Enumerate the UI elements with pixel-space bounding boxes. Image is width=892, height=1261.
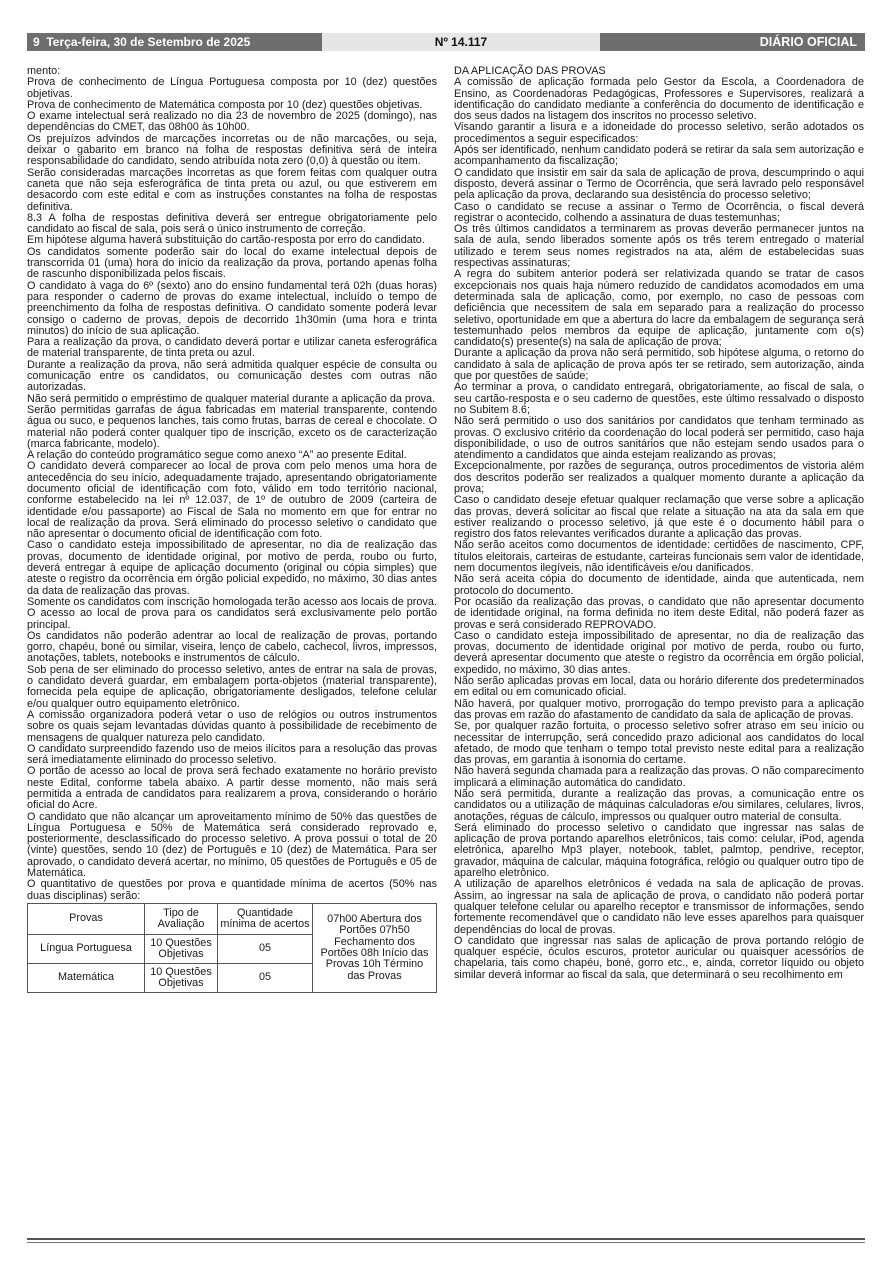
- paragraph: O candidato que insistir em sair da sala de aplicação de prova, descumprindo o aqui disposto, deverá assinar o Termo de Ocorrência, que será lavrado pelo responsável pela aplicação da prova, declarando sua desistência do processo seletivo;: [454, 166, 864, 202]
- issue-date: Terça-feira, 30 de Setembro de 2025: [46, 35, 251, 49]
- paragraph: Os candidatos não poderão adentrar ao local de realização de provas, portando gorro, chapéu, boné ou similar, viseira, lenço de cabelo, cachecol, livros, impressos, anotações, tablets, notebooks e instrumentos de cálculo.: [27, 629, 437, 665]
- footer-rule-thin: [27, 1242, 865, 1243]
- paragraph: O exame intelectual será realizado no dia 23 de novembro de 2025 (domingo), nas dependências do CMET, das 08h00 às 10h00.: [27, 110, 437, 134]
- paragraph: Caso o candidato se recuse a assinar o Termo de Ocorrência, o fiscal deverá registrar o acontecido, colhendo a assinatura de duas testemunhas;: [454, 200, 864, 224]
- paragraph: Os prejuízos advindos de marcações incorretas ou de não marcações, ou seja, deixar o gabarito em branco na folha de respostas definitiva será de inteira responsabilidade do candidato, sendo atribuída nota zero (0,0) à questão ou item.: [27, 132, 437, 168]
- table-cell: 10 Questões Objetivas: [145, 934, 218, 963]
- paragraph: A comissão organizadora poderá vetar o uso de relógios ou outros instrumentos sobre os quais sejam levantadas dúvidas quanto à possibilidade de recebimento de mensagens de qualquer natureza pelo candidato.: [27, 708, 437, 744]
- paragraph: Prova de conhecimento de Língua Portuguesa composta por 10 (dez) questões objetivas.: [27, 76, 437, 100]
- paragraph: O candidato que ingressar nas salas de aplicação de prova portando relógio de qualquer espécie, óculos escuros, protetor auricular ou quaisquer acessórios de chapelaria, tais como chapéu, boné, gorro etc., e, ainda, corretor líquido ou objeto similar deverá informar ao fiscal da sala, que determinará o seu recolhimento em: [454, 934, 864, 981]
- paragraph: Não serão aplicadas provas em local, data ou horário diferente dos predeterminados em edital ou em comunicado oficial.: [454, 675, 864, 699]
- paragraph: Em hipótese alguma haverá substituição do cartão-resposta por erro do candidato.: [27, 234, 425, 247]
- paragraph: O candidato surpreendido fazendo uso de meios ilícitos para a resolução das provas será imediatamente eliminado do processo seletivo.: [27, 742, 437, 767]
- page-header: [27, 33, 865, 51]
- right-column: [454, 66, 864, 981]
- paragraph: Após ser identificado, nenhum candidato poderá se retirar da sala sem autorização e acompanhamento da fiscalização;: [454, 144, 864, 168]
- paragraph: O candidato que não alcançar um aproveitamento mínimo de 50% das questões de Língua Portuguesa e 50% de Matemática será considerado reprovado e, posteriormente, desclassificado do processo seletivo. A prova possui o total de 20 (vinte) questões, sendo 10 (dez) de Português e 10 (dez) de Matemática. Para ser aprovado, o candidato deverá acertar, no mínimo, 05 questões de Português e 05 de Matemática.: [27, 810, 437, 880]
- footer-rule: [27, 1238, 865, 1240]
- publication-title: DIÁRIO OFICIAL: [600, 33, 865, 51]
- paragraph: O acesso ao local de prova para os candidatos será exclusivamente pelo portão principal.: [27, 607, 437, 631]
- paragraph: Se, por qualquer razão fortuita, o processo seletivo sofrer atraso em seu início ou necessitar de interrupção, será concedido prazo adicional aos candidatos do local afetado, de modo que tenham o tempo total previsto neste edital para a realização das provas, em garantia à isonomia do certame.: [454, 720, 864, 767]
- table-header-cell: Provas: [28, 903, 145, 934]
- paragraph: Não será permitido o uso dos sanitários por candidatos que tenham terminado as provas. O exclusivo critério da coordenação do local poderá ser permitido, caso haja disponibilidade, o uso de outros sanitários que não estejam sendo usados para o atendimento a candidatos que ainda estejam realizando as provas;: [454, 415, 864, 462]
- paragraph: Caso o candidato esteja impossibilitado de apresentar, no dia de realização das provas, documento de identidade original por motivo de perda, roubo ou furto, deverá apresentar documento que ateste o registro da ocorrência em órgão policial, expedido, no máximo, 30 dias antes.: [454, 629, 864, 676]
- paragraph: Ao terminar a prova, o candidato entregará, obrigatoriamente, ao fiscal de sala, o seu cartão-resposta e o seu caderno de questões, este último ressalvado o disposto no Subitem 8.6;: [454, 381, 864, 416]
- paragraph: Sob pena de ser eliminado do processo seletivo, antes de entrar na sala de provas, o candidato deverá guardar, em embalagem porta-objetos (material transparente), fornecida pela equipe de aplicação, obrigatoriamente desligados, telefone celular e/ou qualquer outro equipamento eletrônico.: [27, 663, 437, 710]
- paragraph: Por ocasião da realização das provas, o candidato que não apresentar documento de identidade original, na forma definida no item deste Edital, não poderá fazer as provas e será considerado REPROVADO.: [454, 595, 864, 631]
- paragraph: O candidato à vaga do 6º (sexto) ano do ensino fundamental terá 02h (duas horas) para responder o caderno de provas do exame intelectual, incluído o tempo de preenchimento da folha de respostas definitiva. O candidato somente poderá levar consigo o caderno de provas, depois de decorrido 1h30min (uma hora e trinta minutos) do início de sua aplicação.: [27, 279, 437, 337]
- paragraph: A relação do conteúdo programático segue como anexo “A” ao presente Edital.: [27, 449, 407, 462]
- paragraph: O portão de acesso ao local de prova será fechado exatamente no horário previsto neste Edital, conforme tabela abaixo. A partir desse momento, não mais será permitida a entrada de candidatos para realizarem a prova, considerando o horário oficial do Acre.: [27, 765, 437, 812]
- paragraph: Excepcionalmente, por razões de segurança, outros procedimentos de vistoria além dos descritos poderão ser realizados a qualquer momento durante a aplicação da prova;: [454, 460, 864, 495]
- table-cell: 10 Questões Objetivas: [145, 963, 218, 992]
- paragraph: Prova de conhecimento de Matemática composta por 10 (dez) questões objetivas.: [27, 98, 423, 111]
- table-header-row: [28, 903, 437, 934]
- paragraph: Não serão aceitos como documentos de identidade: certidões de nascimento, CPF, títulos eleitorais, carteiras de estudante, carteiras funcionais sem valor de identidade, nem documentos ilegíveis, não identificáveis e/ou danificados.: [454, 539, 864, 575]
- page-number: 9: [33, 35, 40, 49]
- paragraph: A regra do subitem anterior poderá ser relativizada quando se tratar de casos excepcionais nos quais haja número reduzido de candidatos acomodados em uma determinada sala de aplicação, como, por exemplo, no caso de pessoas com deficiência que necessitem de sala em separado para a realização do processo seletivo, oportunidade em que a abertura do lacre da embalagem de segurança será testemunhado pelos membros da equipe de aplicação, juntamente com o(s) candidato(s) presente(s) na sala de aplicação de prova;: [454, 268, 864, 349]
- table-header-cell: Tipo de Avaliação: [145, 903, 218, 934]
- paragraph: Somente os candidatos com inscrição homologada terão acesso aos locais de prova.: [27, 595, 437, 608]
- table-cell: Língua Portuguesa: [28, 934, 145, 963]
- paragraph: O quantitativo de questões por prova e quantidade mínima de acertos (50% nas duas disciplinas) serão:: [27, 878, 437, 902]
- table-cell: 05: [218, 934, 313, 963]
- table-cell: 05: [218, 963, 313, 992]
- paragraph: Durante a realização da prova, não será admitida qualquer espécie de consulta ou comunicação entre os candidatos, ou comunicação destes com outras não autorizadas.: [27, 358, 437, 394]
- paragraph: Os três últimos candidatos a terminarem as provas deverão permanecer juntos na sala de aula, sendo liberados somente após os três terem entregado o material utilizado e terem seus nomes registrados na ata, além de estabelecidas suas respectivas assinaturas;: [454, 223, 864, 270]
- paragraph: Durante a aplicação da prova não será permitido, sob hipótese alguma, o retorno do candidato à sala de aplicação de prova após ter se retirado, sem autorização, ainda que por questões de saúde;: [454, 347, 864, 383]
- paragraph: Não haverá segunda chamada para a realização das provas. O não comparecimento implicará a eliminação automática do candidato.: [454, 765, 864, 789]
- paragraph: Não haverá, por qualquer motivo, prorrogação do tempo previsto para a aplicação das provas em razão do afastamento de candidato da sala de aplicação de provas.: [454, 697, 864, 721]
- paragraph: A utilização de aparelhos eletrônicos é vedada na sala de aplicação de provas. Assim, ao ingressar na sala de aplicação de prova, o candidato não poderá portar qualquer telefone celular ou aparelho receptor e transmissor de informações, sendo fortemente recomendável que o candidato não leve esses aparelhos para quaisquer dependências do local de provas.: [454, 878, 864, 936]
- paragraph: Caso o candidato deseje efetuar qualquer reclamação que verse sobre a aplicação das provas, deverá solicitar ao fiscal que relate a situação na ata da sala em que estiver realizando o processo seletivo, já que este é o documento hábil para o registro dos fatos relevantes verificados durante a aplicação das provas.: [454, 494, 864, 541]
- paragraph: Caso o candidato esteja impossibilitado de apresentar, no dia de realização das provas, documento de identidade original, por motivo de perda, roubo ou furto, deverá entregar à equipe de aplicação documento (original ou cópia simples) que ateste o registro da ocorrência em órgão policial expedido, no máximo, 30 dias antes da data de realização das provas.: [27, 539, 437, 597]
- exam-table: [27, 903, 437, 993]
- paragraph: Será eliminado do processo seletivo o candidato que ingressar nas salas de aplicação de prova portando aparelhos eletrônicos, tais como: celular, iPod, agenda eletrônica, aparelho Mp3 player, notebook, tablet, palmtop, pendrive, receptor, gravador, máquina de calcular, máquina fotográfica, relógio ou qualquer outro tipo de aparelho eletrônico.: [454, 821, 864, 880]
- paragraph: Serão permitidas garrafas de água fabricadas em material transparente, contendo água ou suco, e pequenos lanches, tais como frutas, barras de cereal e chocolate. O material não poderá conter qualquer tipo de inscrição, exceto os de caracterização (marca fabricante, modelo).: [27, 403, 437, 450]
- paragraph: Visando garantir a lisura e a idoneidade do processo seletivo, serão adotados os procedimentos a seguir especificados:: [454, 121, 864, 145]
- schedule-cell: 07h00 Abertura dos Portões 07h50 Fechamento dos Portões 08h Início das Provas 10h Término das Provas: [313, 903, 437, 992]
- paragraph: Não será permitido o empréstimo de qualquer material durante a aplicação da prova.: [27, 392, 436, 405]
- issue-number: Nº 14.117: [322, 33, 600, 51]
- paragraph: mento:: [27, 65, 61, 77]
- header-date-bar: [27, 33, 322, 51]
- paragraph: Os candidatos somente poderão sair do local do exame intelectual depois de transcorrida 01 (uma) hora do início da realização da prova, portando apenas folha de rascunho disponibilizada pelos fiscais.: [27, 245, 437, 281]
- table-header-cell: Quantidade mínima de acertos: [218, 903, 313, 934]
- paragraph: Para a realização da prova, o candidato deverá portar e utilizar caneta esferográfica de material transparente, de tinta preta ou azul.: [27, 336, 437, 360]
- paragraph: Serão consideradas marcações incorretas as que forem feitas com qualquer outra caneta que não seja esferográfica de tinta preta ou azul, ou que estiverem em desacordo com este edital e com as instruções constantes na folha de respostas definitiva.: [27, 166, 437, 213]
- paragraph: A comissão de aplicação formada pelo Gestor da Escola, a Coordenadora de Ensino, as Coordenadoras Pedagógicas, Professores e Supervisores, realizará a identificação do candidato mediante a conferência do documento de identificação e dos seus dados na listagem dos inscritos no processo seletivo.: [454, 76, 864, 123]
- paragraph: Não será aceita cópia do documento de identidade, ainda que autenticada, nem protocolo do documento.: [454, 573, 864, 597]
- table-cell: Matemática: [28, 963, 145, 992]
- paragraph: Não será permitida, durante a realização das provas, a comunicação entre os candidatos ou a utilização de máquinas calculadoras e/ou similares, celulares, livros, anotações, réguas de cálculo, impressos ou qualquer outro material de consulta.: [454, 788, 864, 823]
- paragraph: 8.3 A folha de respostas definitiva deverá ser entregue obrigatoriamente pelo candidato ao fiscal de sala, pois será o único instrumento de correção.: [27, 211, 437, 236]
- left-column: [27, 66, 437, 993]
- section-heading: DA APLICAÇÃO DAS PROVAS: [454, 65, 606, 77]
- paragraph: O candidato deverá comparecer ao local de prova com pelo menos uma hora de antecedência do seu início, adequadamente trajado, apresentando obrigatoriamente documento oficial de identificação com foto, válido em todo território nacional, conforme estabelecido na lei nº 12.037, de 1º de outubro de 2009 (carteira de identidade e/ou passaporte) ao Fiscal de Sala no momento em que for entrar no local de realização da prova. Será eliminado do processo seletivo o candidato que não apresentar o documento oficial de identificação com foto.: [27, 460, 437, 541]
